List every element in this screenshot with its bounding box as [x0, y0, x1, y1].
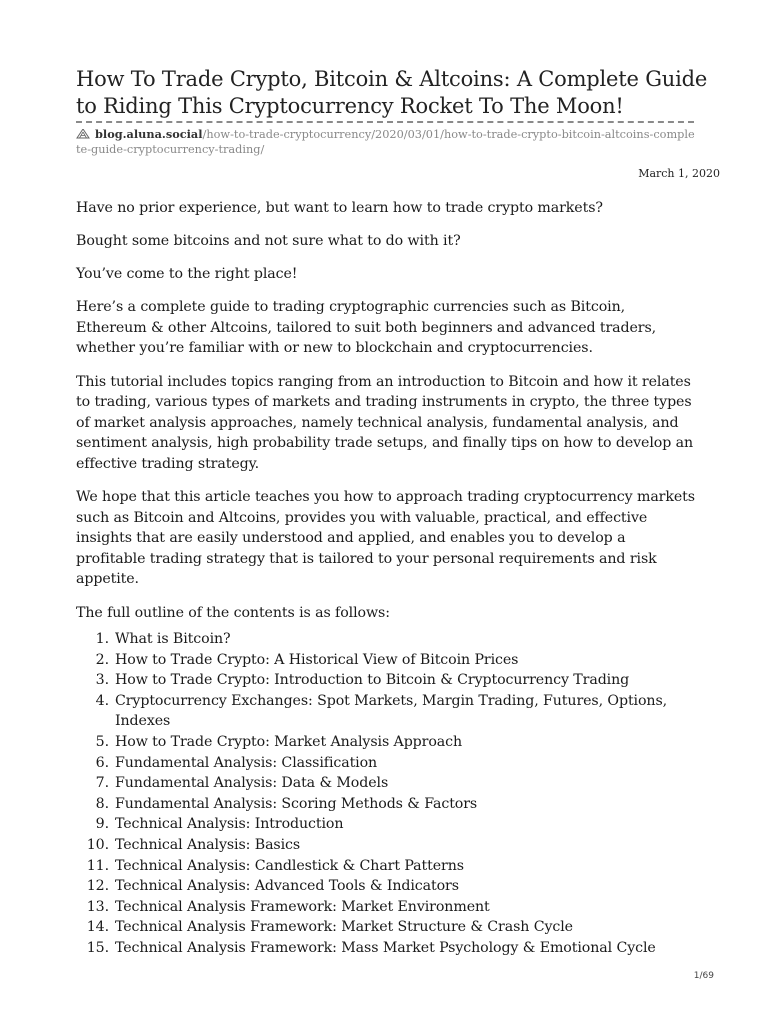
outline-text: Fundamental Analysis: Data & Models — [115, 775, 389, 792]
article-body — [76, 198, 696, 636]
outline-number: 8. — [95, 795, 109, 812]
paragraph: Have no prior experience, but want to learn how to trade crypto markets? — [76, 200, 603, 216]
outline-item — [76, 917, 696, 938]
outline-item — [76, 670, 696, 691]
outline-text: What is Bitcoin? — [115, 631, 231, 647]
outline-text: How to Trade Crypto: Introduction to Bitcoin & Cryptocurrency Trading — [115, 672, 630, 689]
outline-item — [76, 691, 696, 732]
outline-item — [76, 876, 696, 897]
outline-item — [76, 856, 696, 877]
outline-item — [76, 650, 696, 671]
paragraph: This tutorial includes topics ranging from an introduction to Bitcoin and how it relates to trading, various types of markets and trading instruments in crypto, the three types of market analysis approaches, namely technical analysis, fundamental analysis, and sentiment analysis, high probability trade setups, and finally tips on how to develop an effective trading strategy. — [76, 373, 693, 472]
outline-number: 6. — [95, 754, 109, 771]
publish-date: March 1, 2020 — [638, 167, 720, 180]
outline-item — [76, 835, 696, 856]
source-path[interactable]: /how-to-trade-cryptocurrency/2020/03/01/how-to-trade-crypto-bitcoin-altcoins-complete-guide-cryptocurrency-trading/ — [76, 128, 695, 156]
outline-item — [76, 732, 696, 753]
outline-number: 5. — [95, 733, 109, 750]
paragraph: Here’s a complete guide to trading cryptographic currencies such as Bitcoin, Ethereum & other Altcoins, tailored to suit both beginners and advanced traders, whether you’re familiar with or new to blockchain and cryptocurrencies. — [76, 299, 657, 357]
title-divider — [76, 121, 694, 123]
contents-outline — [76, 629, 696, 959]
outline-number: 9. — [95, 816, 109, 833]
outline-text: Fundamental Analysis: Classification — [115, 754, 378, 771]
paragraph: You’ve come to the right place! — [76, 266, 298, 283]
outline-number: 3. — [95, 672, 109, 689]
outline-item — [76, 753, 696, 774]
outline-item — [76, 897, 696, 918]
outline-number: 11. — [86, 857, 109, 874]
outline-text: Technical Analysis: Basics — [115, 836, 301, 853]
outline-text: How to Trade Crypto: Market Analysis Approach — [115, 733, 463, 750]
outline-number: 15. — [86, 939, 109, 956]
outline-item — [76, 773, 696, 794]
outline-text: How to Trade Crypto: A Historical View of Bitcoin Prices — [115, 651, 519, 668]
paragraph: We hope that this article teaches you how to approach trading cryptocurrency markets such as Bitcoin and Altcoins, provides you with valuable, practical, and effective insights that are easily understood and applied, and enables you to develop a profitable trading strategy that is tailored to your personal requirements and risk appetite. — [76, 489, 695, 588]
paragraph: The full outline of the contents is as follows: — [76, 604, 390, 621]
outline-number: 7. — [95, 775, 109, 792]
source-domain[interactable]: blog.aluna.social — [95, 127, 203, 141]
outline-number: 10. — [86, 836, 109, 853]
source-link[interactable] — [76, 127, 696, 157]
outline-text: Technical Analysis Framework: Market Structure & Crash Cycle — [115, 919, 573, 936]
outline-text: Technical Analysis Framework: Mass Market Psychology & Emotional Cycle — [115, 939, 656, 956]
aluna-logo-icon — [76, 128, 90, 138]
outline-number: 4. — [95, 692, 109, 709]
outline-number: 13. — [86, 898, 109, 915]
outline-number: 12. — [86, 878, 109, 895]
outline-text: Technical Analysis: Introduction — [115, 816, 344, 833]
outline-text: Technical Analysis: Advanced Tools & Indicators — [115, 878, 459, 895]
outline-item — [76, 629, 696, 650]
outline-item — [76, 794, 696, 815]
outline-number: 2. — [95, 651, 109, 668]
paragraph: Bought some bitcoins and not sure what to do with it? — [76, 233, 461, 250]
outline-item — [76, 938, 696, 959]
outline-number: 1. — [95, 631, 109, 647]
outline-number: 14. — [86, 919, 109, 936]
page-number: 1/69 — [693, 971, 714, 981]
outline-text: Technical Analysis: Candlestick & Chart Patterns — [115, 857, 464, 874]
page-title: How To Trade Crypto, Bitcoin & Altcoins: A Complete Guide to Riding This Cryptocurrency Rocket To The Moon! — [76, 67, 708, 118]
outline-text: Fundamental Analysis: Scoring Methods & Factors — [115, 795, 478, 812]
outline-item — [76, 814, 696, 835]
outline-text: Technical Analysis Framework: Market Environment — [115, 898, 490, 915]
outline-text: Cryptocurrency Exchanges: Spot Markets, Margin Trading, Futures, Options, Indexes — [115, 692, 668, 730]
